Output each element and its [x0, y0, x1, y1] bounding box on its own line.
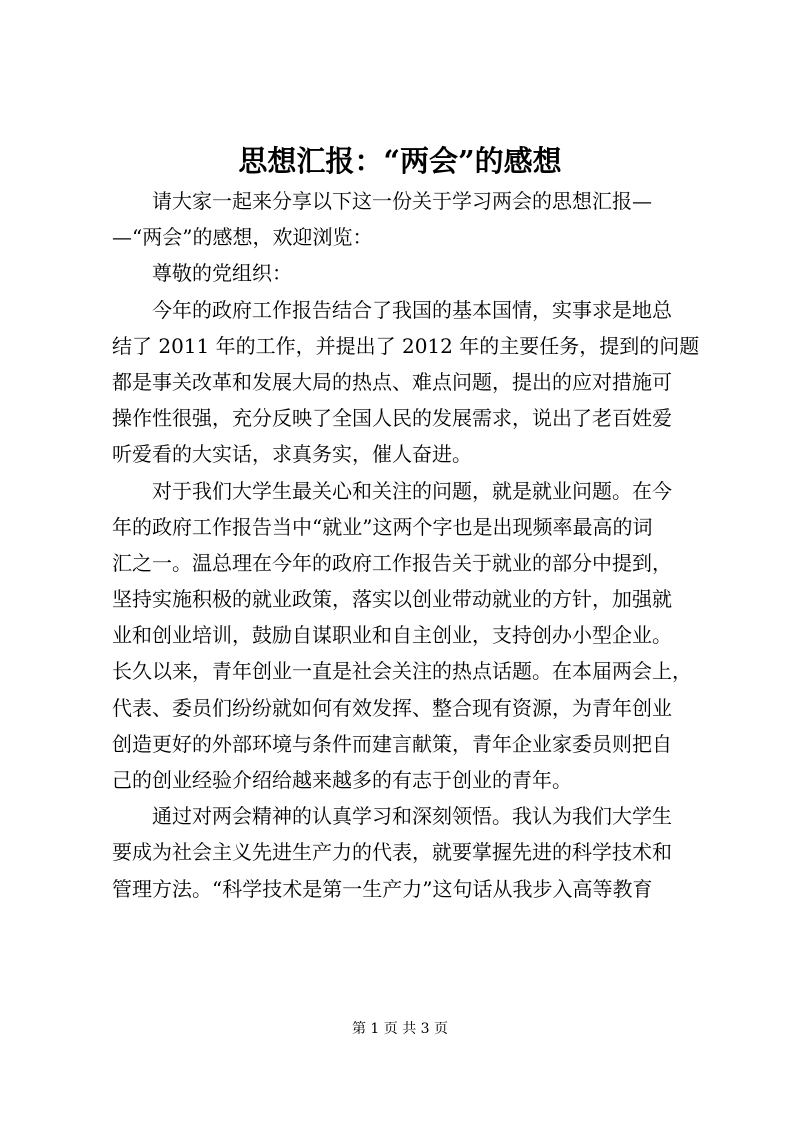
text-line: 坚持实施积极的就业政策，落实以创业带动就业的方针，加强就: [112, 587, 672, 612]
text-line: 操作性很强，充分反映了全国人民的发展需求，说出了老百姓爱: [112, 406, 672, 431]
text-line: 要成为社会主义先进生产力的代表，就要掌握先进的科学技术和: [112, 840, 672, 865]
text-line: 创造更好的外部环境与条件而建言献策，青年企业家委员则把自: [112, 731, 672, 756]
text-line: 汇之一。温总理在今年的政府工作报告关于就业的部分中提到，: [112, 550, 672, 575]
page-footer: 第 1 页 共 3 页: [351, 1021, 449, 1037]
text-line: 对于我们大学生最关心和关注的问题，就是就业问题。在今: [112, 478, 672, 503]
text-line: 己的创业经验介绍给越来越多的有志于创业的青年。: [112, 768, 572, 792]
text-line: 代表、委员们纷纷就如何有效发挥、整合现有资源，为青年创业: [112, 695, 672, 720]
text-line: 尊敬的党组织：: [112, 261, 292, 286]
text-line: 长久以来，青年创业一直是社会关注的热点话题。在本届两会上，: [112, 659, 692, 684]
text-line: 听爱看的大实话，求真务实，催人奋进。: [112, 442, 472, 467]
document-body: [112, 183, 702, 907]
text-line: 结了 2011 年的工作，并提出了 2012 年的主要任务，提到的问题: [112, 333, 700, 358]
text-line: 都是事关改革和发展大局的热点、难点问题，提出的应对措施可: [112, 369, 672, 394]
text-line: 管理方法。“科学技术是第一生产力”这句话从我步入高等教育: [112, 876, 653, 901]
text-line: 请大家一起来分享以下这一份关于学习两会的思想汇报—: [112, 189, 652, 213]
document-title: 思想汇报：“两会”的感想: [238, 144, 562, 178]
text-line: 业和创业培训，鼓励自谋职业和自主创业，支持创办小型企业。: [112, 623, 672, 648]
text-line: —“两会”的感想，欢迎浏览：: [112, 225, 373, 250]
text-line: 年的政府工作报告当中“就业”这两个字也是出现频率最高的词: [112, 514, 653, 539]
text-line: 通过对两会精神的认真学习和深刻领悟。我认为我们大学生: [112, 804, 672, 829]
text-line: 今年的政府工作报告结合了我国的基本国情，实事求是地总: [112, 297, 672, 322]
